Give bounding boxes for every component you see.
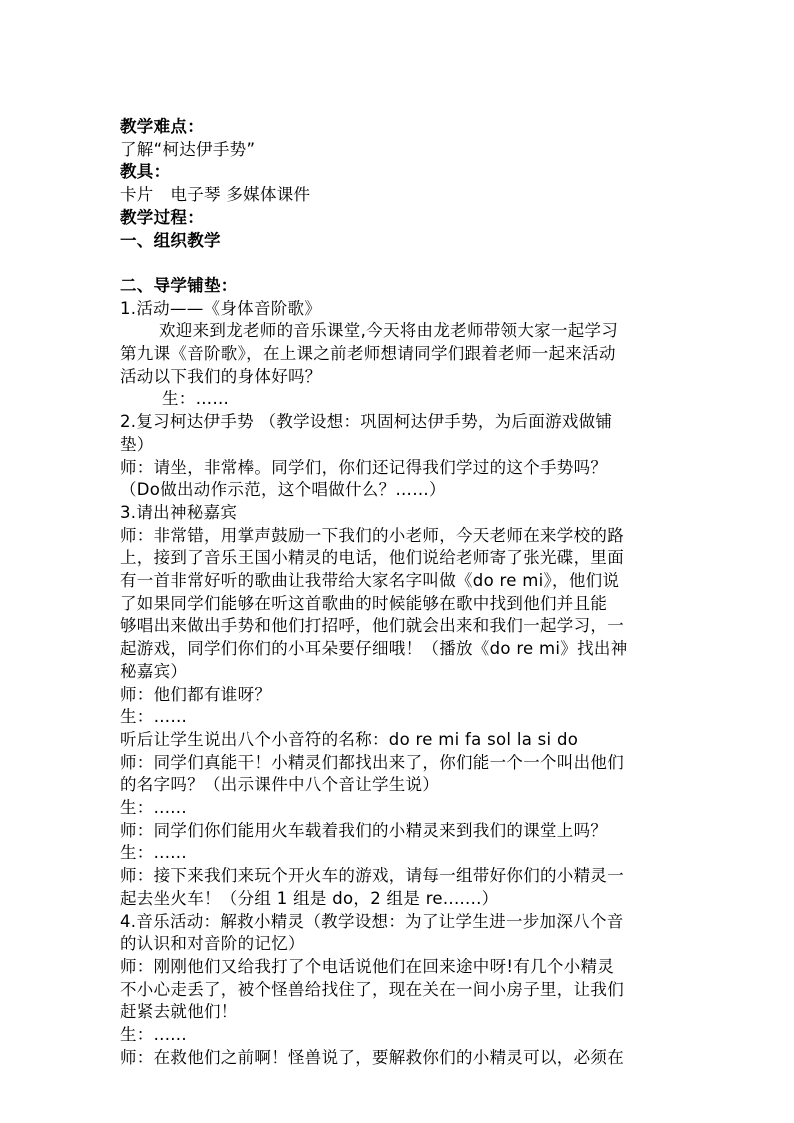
text-line: 生：…… bbox=[162, 389, 230, 409]
text-line: 赶紧去就他们！ bbox=[120, 1002, 238, 1022]
text-line: 够唱出来做出手势和他们打招呼，他们就会出来和我们一起学习，一 bbox=[120, 616, 624, 636]
lesson-plan-body bbox=[120, 116, 680, 1070]
text-line: 起去坐火车！（分组 1 组是 do，2 组是 re.......） bbox=[120, 888, 499, 908]
text-line: 师：非常错，用掌声鼓励一下我们的小老师，今天老师在来学校的路 bbox=[120, 525, 624, 545]
text-line: 卡片 电子琴 多媒体课件 bbox=[120, 185, 311, 205]
text-line: 起游戏，同学们你们的小耳朵要仔细哦！（播放《do re mi》找出神 bbox=[120, 639, 628, 659]
text-line: 4.音乐活动：解救小精灵（教学设想：为了让学生进一步加深八个音 bbox=[120, 911, 624, 931]
text-line: 师：接下来我们来玩个开火车的游戏，请每一组带好你们的小精灵一 bbox=[120, 866, 624, 886]
text-line: 听后让学生说出八个小音符的名称：do re mi fa sol la si do bbox=[120, 729, 579, 749]
text-line: 生：...... bbox=[120, 843, 187, 863]
text-line: 欢迎来到龙老师的音乐课堂,今天将由龙老师带领大家一起学习 bbox=[159, 321, 619, 341]
text-line: 2.复习柯达伊手势 （教学设想：巩固柯达伊手势，为后面游戏做铺 bbox=[120, 412, 613, 432]
text-line: 了解“柯达伊手势” bbox=[120, 139, 256, 159]
text-line: 有一首非常好听的歌曲让我带给大家名字叫做《do re mi》，他们说 bbox=[120, 571, 620, 591]
text-line: 师：请坐，非常棒。同学们，你们还记得我们学过的这个手势吗？ bbox=[120, 457, 608, 477]
text-line: 不小心走丢了，被个怪兽给找住了，现在关在一间小房子里，让我们 bbox=[120, 979, 624, 999]
text-line: （Do做出动作示范，这个唱做什么？……） bbox=[120, 480, 446, 500]
text-line: 师：他们都有谁呀？ bbox=[120, 684, 272, 704]
text-line: 生：...... bbox=[120, 1025, 187, 1045]
section-heading: 教学过程： bbox=[120, 207, 204, 227]
text-line: 师：在救他们之前啊！怪兽说了，要解救你们的小精灵可以，必须在 bbox=[120, 1047, 624, 1067]
section-heading: 一、组织教学 bbox=[120, 230, 221, 250]
text-line: 垫） bbox=[120, 434, 154, 454]
text-line: 的认识和对音阶的记忆） bbox=[120, 934, 305, 954]
section-heading: 教具： bbox=[120, 162, 171, 182]
text-line: 上，接到了音乐王国小精灵的电话，他们说给老师寄了张光碟，里面 bbox=[120, 548, 624, 568]
text-line: 师：刚刚他们又给我打了个电话说他们在回来途中呀!有几个小精灵 bbox=[120, 957, 615, 976]
section-heading: 二、导学铺垫： bbox=[120, 275, 238, 295]
text-line: 了如果同学们能够在听这首歌曲的时候能够在歌中找到他们并且能 bbox=[120, 593, 608, 613]
text-line: 的名字吗？（出示课件中八个音让学生说） bbox=[120, 775, 440, 795]
blank-line bbox=[120, 252, 680, 275]
text-line: 1.活动——《身体音阶歌》 bbox=[120, 298, 322, 318]
text-line: 第九课《音阶歌》，在上课之前老师想请同学们跟着老师一起来活动 bbox=[120, 344, 616, 364]
text-line: 活动以下我们的身体好吗？ bbox=[120, 366, 322, 386]
text-line: 生：…… bbox=[120, 707, 188, 727]
text-line: 师：同学们你们能用火车载着我们的小精灵来到我们的课堂上吗？ bbox=[120, 820, 608, 840]
text-line: 师：同学们真能干！小精灵们都找出来了，你们能一个一个叫出他们 bbox=[120, 752, 624, 772]
text-line: 秘嘉宾） bbox=[120, 661, 188, 681]
section-heading: 教学难点： bbox=[120, 117, 204, 136]
text-line: 生：...... bbox=[120, 798, 187, 818]
text-line: 3.请出神秘嘉宾 bbox=[120, 502, 238, 522]
